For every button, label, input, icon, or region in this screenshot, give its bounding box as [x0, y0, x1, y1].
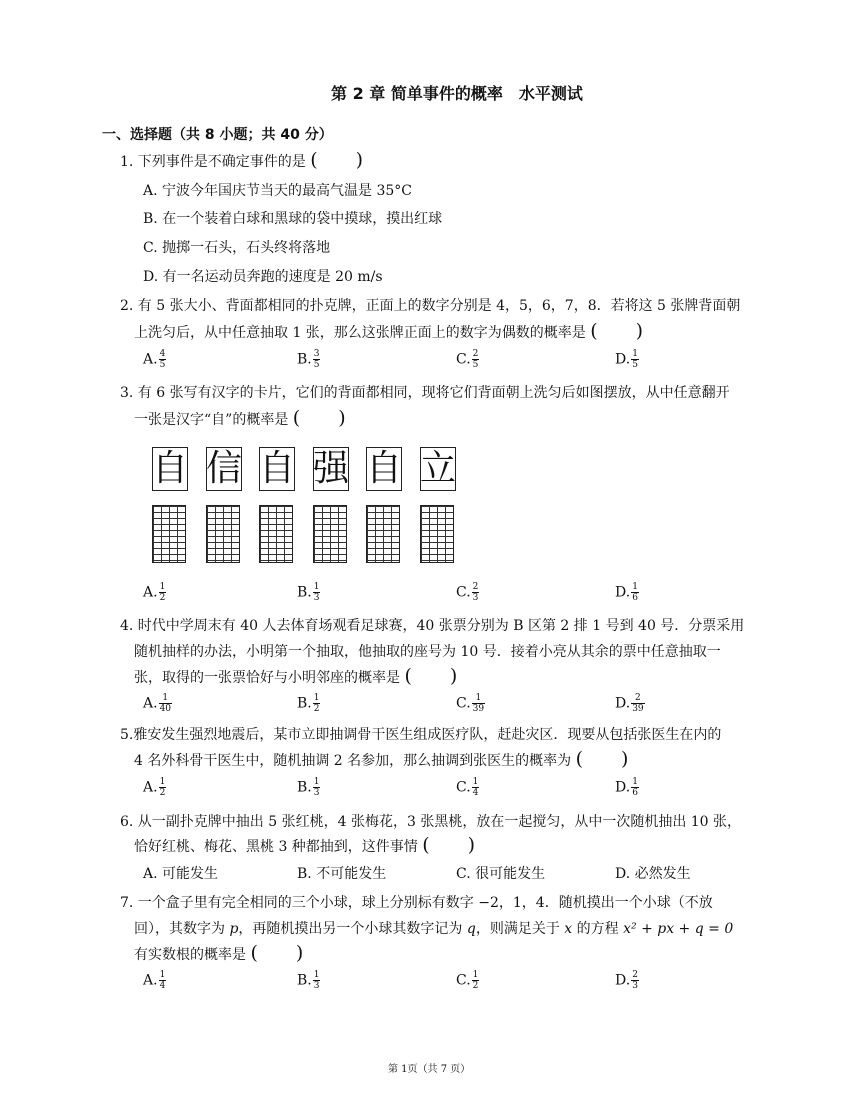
answer-paren: ( )	[590, 320, 644, 342]
answer-paren: ( )	[404, 665, 458, 687]
question-6-option-c: C. 很可能发生	[456, 866, 546, 882]
card-front: 信	[206, 448, 243, 489]
question-6-option-b: B. 不可能发生	[297, 866, 387, 882]
question-4-option-b: B. $\frac{1}{2}$	[297, 693, 320, 714]
card-back	[206, 505, 240, 563]
card-back	[313, 505, 347, 563]
question-7-text: 有实数根的概率是	[134, 947, 246, 963]
question-1-text: 1. 下列事件是不确定事件的是	[120, 154, 306, 170]
card-back	[420, 505, 454, 563]
question-1-option-d: D. 有一名运动员奔跑的速度是 20 m/s	[143, 269, 383, 285]
question-7-line-2: 回），其数字为 p，再随机摸出另一个小球其数字记为 q，则满足关于 x 的方程 x² + px + q = 0	[134, 921, 734, 937]
question-2-line-2	[134, 320, 644, 343]
answer-paren: ( )	[250, 942, 304, 964]
question-4-line-1: 4. 时代中学周末有 40 人去体育场观看足球赛，40 张票分别为 B 区第 2 排 1 号到 40 号．分票采用	[120, 618, 745, 634]
question-5-line-2	[134, 748, 629, 771]
question-7-option-d: D. $\frac{2}{3}$	[615, 970, 638, 991]
question-5-option-d: D. $\frac{1}{6}$	[615, 777, 638, 798]
card-back	[152, 505, 186, 563]
question-5-line-1: 5.雅安发生强烈地震后，某市立即抽调骨干医生组成医疗队，赶赴灾区．现要从包括张医生在内的	[120, 727, 722, 743]
card-back	[366, 505, 400, 563]
question-6-text: 恰好红桃、梅花、黑桃 3 种都抽到，这件事情	[134, 839, 418, 855]
card-front: 自	[152, 448, 189, 489]
question-3-line-1: 3. 有 6 张写有汉字的卡片，它们的背面都相同，现将它们背面朝上洗匀后如图摆放，从中任意翻开	[120, 385, 730, 401]
answer-paren: ( )	[575, 748, 629, 770]
question-3-line-2	[134, 407, 346, 430]
question-2-text: 上洗匀后，从中任意抽取 1 张，那么这张牌正面上的数字为偶数的概率是	[134, 325, 586, 341]
question-6-option-d: D. 必然发生	[615, 866, 691, 882]
page-footer: 第 1页（共 7 页）	[388, 1064, 471, 1075]
card-front: 自	[366, 448, 403, 489]
page-title: 第 2 章 简单事件的概率 水平测试	[331, 84, 583, 103]
card-front: 强	[313, 448, 350, 489]
question-4-line-3	[134, 665, 458, 688]
question-1-option-a: A. 宁波今年国庆节当天的最高气温是 35°C	[143, 183, 412, 199]
question-3-option-a: A. $\frac{1}{2}$	[143, 582, 166, 603]
question-7-option-b: B. $\frac{1}{3}$	[297, 970, 320, 991]
question-2-option-b: B. $\frac{3}{5}$	[297, 349, 320, 370]
question-5-text: 4 名外科骨干医生中，随机抽调 2 名参加，那么抽调到张医生的概率为	[134, 753, 572, 769]
answer-paren: ( )	[310, 149, 364, 171]
card-front: 立	[420, 448, 457, 489]
question-1-option-b: B. 在一个装着白球和黑球的袋中摸球，摸出红球	[143, 211, 443, 227]
question-2-option-c: C. $\frac{2}{5}$	[456, 349, 479, 370]
card-front: 自	[259, 448, 296, 489]
equation: x² + px + q = 0	[623, 921, 734, 937]
question-1-option-c: C. 抛掷一石头，石头终将落地	[143, 240, 331, 256]
question-7-option-c: C. $\frac{1}{2}$	[456, 970, 479, 991]
question-4-text: 张，取得的一张票恰好与小明邻座的概率是	[134, 670, 400, 686]
question-3-option-d: D. $\frac{1}{6}$	[615, 582, 638, 603]
answer-paren: ( )	[292, 407, 346, 429]
question-2-option-d: D. $\frac{1}{5}$	[615, 349, 638, 370]
question-4-option-a: A. $\frac{1}{40}$	[143, 693, 172, 714]
question-4-option-d: D. $\frac{2}{39}$	[615, 693, 644, 714]
question-7-line-1: 7. 一个盒子里有完全相同的三个小球，球上分别标有数字 −2，1，4．随机摸出一个小球（不放	[120, 895, 713, 911]
question-7-option-a: A. $\frac{1}{4}$	[143, 970, 166, 991]
question-1-stem	[120, 149, 364, 172]
question-5-option-a: A. $\frac{1}{2}$	[143, 777, 166, 798]
question-3-text: 一张是汉字“自”的概率是	[134, 412, 289, 428]
question-4-option-c: C. $\frac{1}{39}$	[456, 693, 485, 714]
question-5-option-c: C. $\frac{1}{4}$	[456, 777, 479, 798]
question-7-line-3	[134, 942, 304, 965]
question-4-line-2: 随机抽样的办法，小明第一个抽取，他抽取的座号为 10 号．接着小亮从其余的票中任意抽取一	[134, 644, 721, 660]
question-6-line-2	[134, 834, 476, 857]
answer-paren: ( )	[422, 834, 476, 856]
question-3-option-b: B. $\frac{1}{3}$	[297, 582, 320, 603]
question-5-option-b: B. $\frac{1}{3}$	[297, 777, 320, 798]
question-6-line-1: 6. 从一副扑克牌中抽出 5 张红桃，4 张梅花，3 张黑桃，放在一起搅匀，从中一次随机抽出 10 张，	[120, 814, 742, 830]
question-3-option-c: C. $\frac{2}{3}$	[456, 582, 479, 603]
card-back	[259, 505, 293, 563]
question-2-line-1: 2. 有 5 张大小、背面都相同的扑克牌，正面上的数字分别是 4，5，6，7，8．若将这 5 张牌背面朝	[120, 298, 741, 314]
question-2-option-a: A. $\frac{4}{5}$	[143, 349, 166, 370]
question-6-option-a: A. 可能发生	[143, 866, 219, 882]
section-heading: 一、选择题（共 8 小题；共 40 分）	[102, 127, 333, 143]
